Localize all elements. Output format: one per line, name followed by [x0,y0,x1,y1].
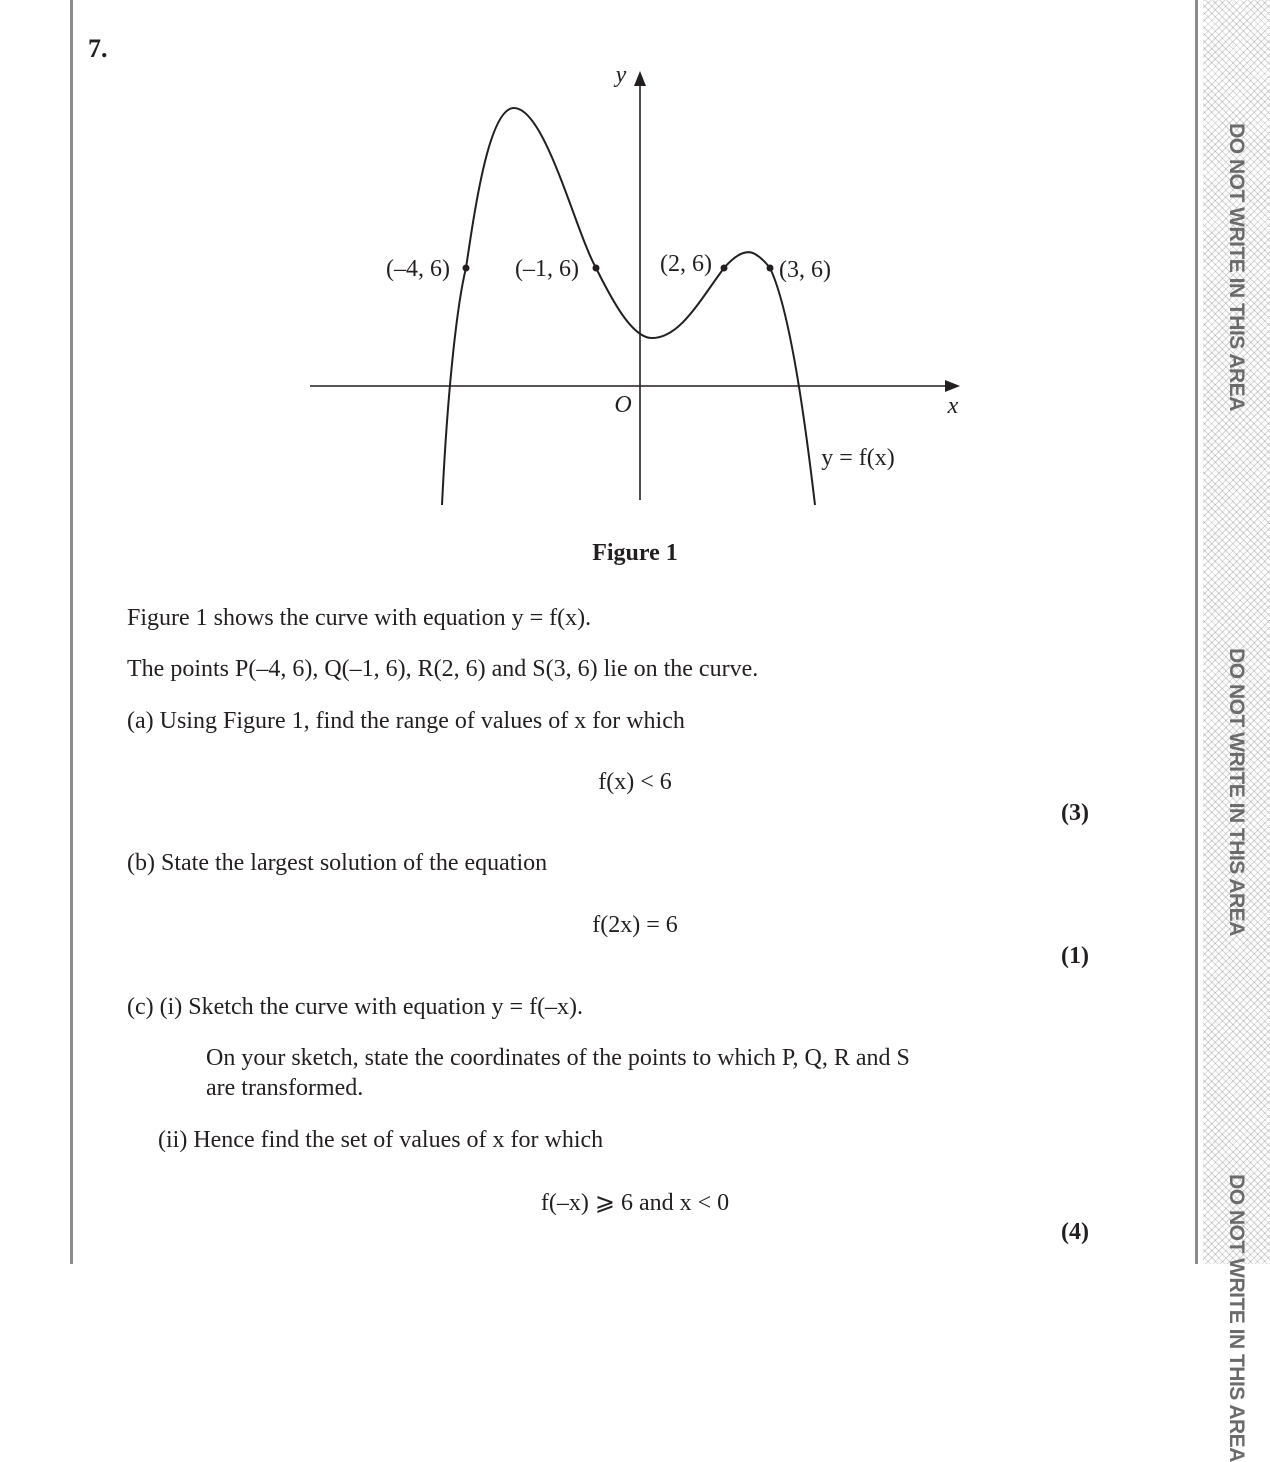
part-b-marks: (1) [1061,943,1089,969]
part-a-marks: (3) [1061,800,1089,826]
part-c-marks: (4) [1061,1219,1089,1245]
point-p-marker [463,265,470,272]
curve-label: y = f(x) [821,445,895,471]
x-axis-arrow [945,380,960,392]
point-q-marker [593,265,600,272]
part-b-prompt: (b) State the largest solution of the equation [127,850,548,876]
y-axis-arrow [634,71,646,86]
part-c-i-prompt: (c) (i) Sketch the curve with equation y = f(–x). [127,994,584,1020]
intro-line-1: Figure 1 shows the curve with equation y = f(x). [127,605,592,631]
figure-1 [0,0,1270,540]
figure-caption: Figure 1 [592,540,678,566]
margin-warning-2: DO NOT WRITE IN THIS AREA [1225,648,1248,936]
point-s-label: (3, 6) [779,257,831,283]
x-axis-label: x [947,393,959,419]
intro-line-2: The points P(–4, 6), Q(–1, 6), R(2, 6) and S(3, 6) lie on the curve. [127,656,759,682]
point-r-marker [721,265,728,272]
margin-warning-3: DO NOT WRITE IN THIS AREA [1225,1174,1248,1462]
point-r-label: (2, 6) [660,251,712,277]
part-a-prompt: (a) Using Figure 1, find the range of values of x for which [127,708,685,734]
margin-warning-1: DO NOT WRITE IN THIS AREA [1225,123,1248,411]
point-s-marker [767,265,774,272]
curve-y-equals-f-x [442,108,815,505]
part-c-i-detail-line-2: are transformed. [206,1075,364,1101]
question-number: 7. [88,34,108,63]
y-axis-label: y [615,62,627,88]
point-q-label: (–1, 6) [515,256,579,282]
part-c-ii-prompt: (ii) Hence find the set of values of x for which [158,1127,604,1153]
point-p-label: (–4, 6) [386,256,450,282]
part-c-i-detail-line-1: On your sketch, state the coordinates of the points to which P, Q, R and S [206,1045,910,1071]
part-b-expression: f(2x) = 6 [592,912,678,938]
origin-label: O [614,392,632,418]
part-a-expression: f(x) < 6 [598,769,672,795]
part-c-ii-expression: f(–x) ⩾ 6 and x < 0 [540,1190,730,1216]
